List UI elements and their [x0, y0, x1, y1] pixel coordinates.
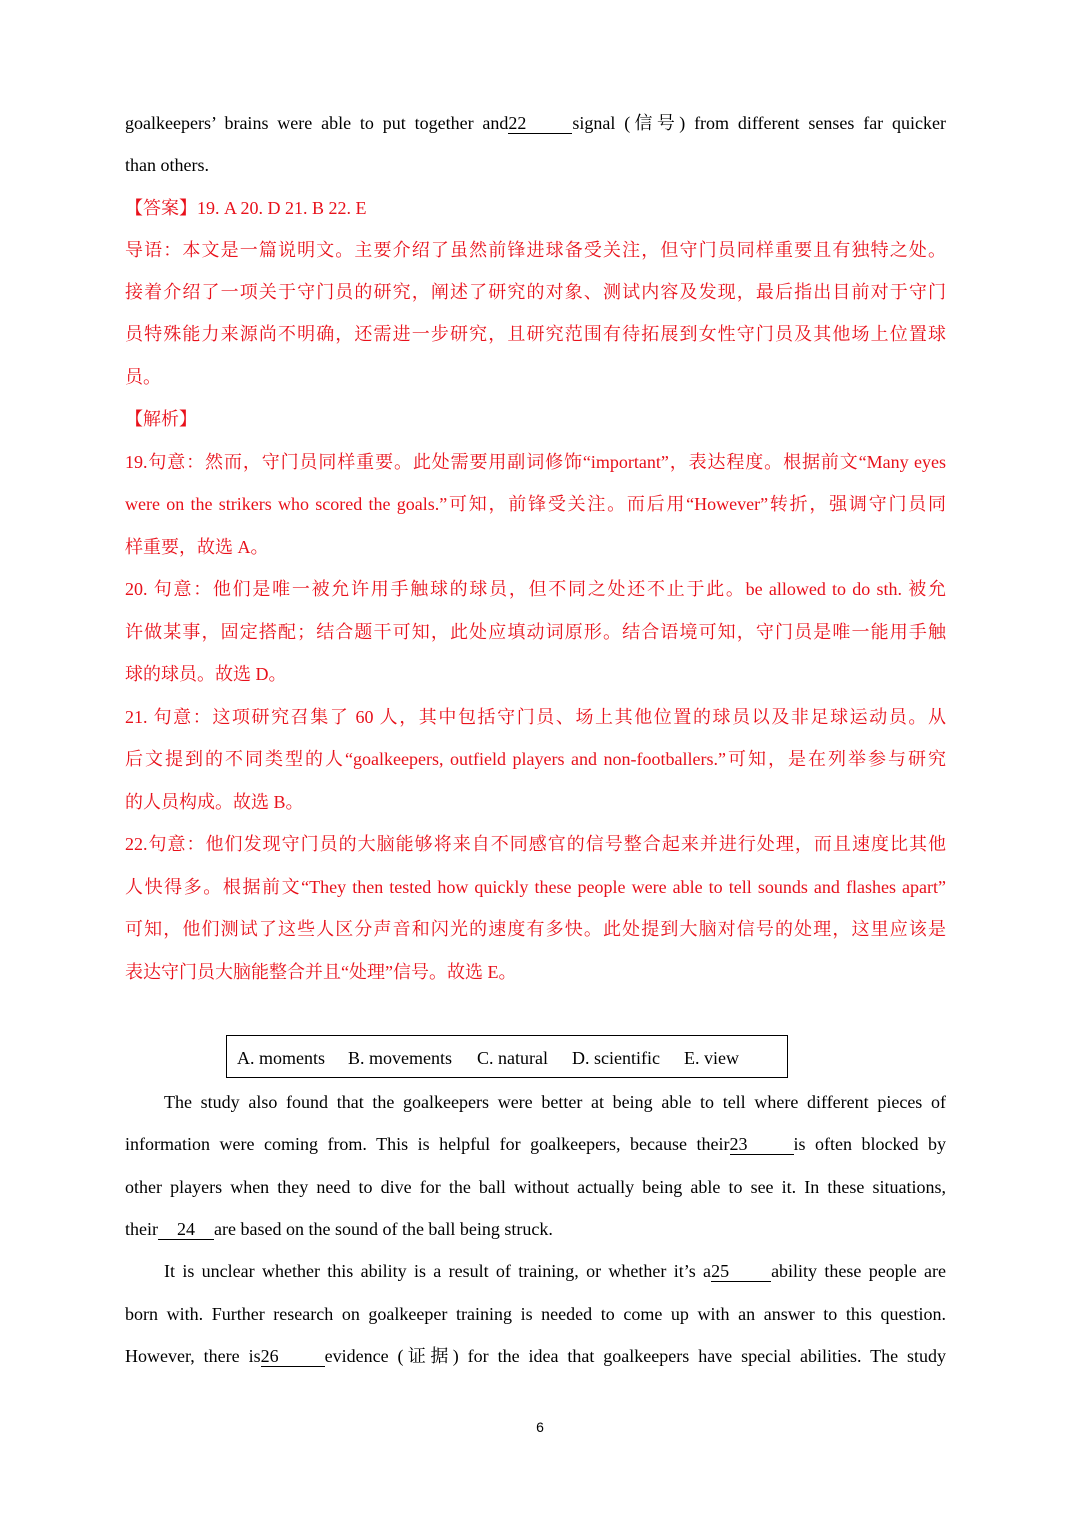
blank-26: 26 — [261, 1346, 325, 1367]
passage-line: than others. — [125, 155, 209, 175]
analysis-19-line: 19.句意：然而，守门员同样重要。此处需要用副词修饰“important”，表达程度。根据前文“Many eyes — [125, 452, 946, 472]
passage-text: ability these people are — [771, 1261, 946, 1281]
answer-key: 【答案】19. A 20. D 21. B 22. E — [125, 198, 367, 218]
passage-text: signal (信号) from different senses far quicker — [572, 113, 946, 133]
intro-line: 接着介绍了一项关于守门员的研究，阐述了研究的对象、测试内容及发现，最后指出目前对于守门 — [125, 282, 946, 302]
passage-text: evidence (证据) for the idea that goalkeepers have special abilities. The study — [324, 1346, 946, 1366]
blank-25: 25 — [711, 1261, 771, 1282]
passage-line: The study also found that the goalkeepers were better at being able to tell where different pieces of — [164, 1092, 946, 1112]
blank-24: 24 — [158, 1219, 214, 1240]
passage-line — [125, 111, 946, 135]
blank-23: 23 — [730, 1134, 794, 1155]
passage-text: are based on the sound of the ball being struck. — [214, 1219, 553, 1239]
analysis-22-line: 人快得多。根据前文“They then tested how quickly these people were able to tell sounds and flashes apart” — [125, 877, 946, 897]
analysis-19-line: were on the strikers who scored the goals.”可知，前锋受关注。而后用“However”转折，强调守门员同 — [125, 494, 946, 514]
passage-text: their — [125, 1219, 158, 1239]
analysis-20-line: 球的球员。故选 D。 — [125, 664, 287, 684]
analysis-heading: 【解析】 — [125, 409, 197, 429]
analysis-20-line: 许做某事，固定搭配；结合题干可知，此处应填动词原形。结合语境可知，守门员是唯一能用手触 — [125, 622, 946, 642]
passage-line — [125, 1132, 946, 1156]
passage-line — [164, 1259, 946, 1283]
passage-line: born with. Further research on goalkeeper training is needed to come up with an answer to this question. — [125, 1304, 946, 1324]
passage-line: other players when they need to dive for the ball without actually being able to see it. In these situations, — [125, 1177, 946, 1197]
passage-text: goalkeepers’ brains were able to put together and — [125, 113, 509, 133]
analysis-22-line: 22.句意：他们发现守门员的大脑能够将来自不同感官的信号整合起来并进行处理，而且速度比其他 — [125, 834, 946, 854]
passage-text: is often blocked by — [793, 1134, 946, 1154]
analysis-22-line: 可知，他们测试了这些人区分声音和闪光的速度有多快。此处提到大脑对信号的处理，这里应该是 — [125, 919, 946, 939]
analysis-21-line: 的人员构成。故选 B。 — [125, 792, 304, 812]
intro-line: 导语：本文是一篇说明文。主要介绍了虽然前锋进球备受关注，但守门员同样重要且有独特之处。 — [125, 240, 946, 260]
analysis-22-line: 表达守门员大脑能整合并且“处理”信号。故选 E。 — [125, 962, 517, 982]
passage-text: However, there is — [125, 1346, 261, 1366]
blank-22: 22 — [508, 113, 572, 134]
option-d: D. scientific — [572, 1048, 660, 1068]
analysis-21-line: 21. 句意：这项研究召集了 60 人，其中包括守门员、场上其他位置的球员以及非足球运动员。从 — [125, 707, 946, 727]
option-c: C. natural — [477, 1048, 548, 1068]
passage-text: It is unclear whether this ability is a result of training, or whether it’s a — [164, 1261, 712, 1281]
analysis-21-line: 后文提到的不同类型的人“goalkeepers, outfield players and non-footballers.”可知，是在列举参与研究 — [125, 749, 946, 769]
intro-line: 员。 — [125, 367, 161, 387]
option-e: E. view — [684, 1048, 739, 1068]
page-number: 6 — [536, 1419, 544, 1435]
analysis-20-line: 20. 句意：他们是唯一被允许用手触球的球员，但不同之处还不止于此。be allowed to do sth. 被允 — [125, 579, 946, 599]
option-a: A. moments — [237, 1048, 325, 1068]
passage-line — [125, 1217, 946, 1241]
passage-text: information were coming from. This is helpful for goalkeepers, because their — [125, 1134, 730, 1154]
intro-line: 员特殊能力来源尚不明确，还需进一步研究，且研究范围有待拓展到女性守门员及其他场上位置球 — [125, 324, 946, 344]
option-b: B. movements — [348, 1048, 452, 1068]
analysis-19-line: 样重要，故选 A。 — [125, 537, 269, 557]
passage-line — [125, 1344, 946, 1368]
options-box — [226, 1035, 788, 1078]
